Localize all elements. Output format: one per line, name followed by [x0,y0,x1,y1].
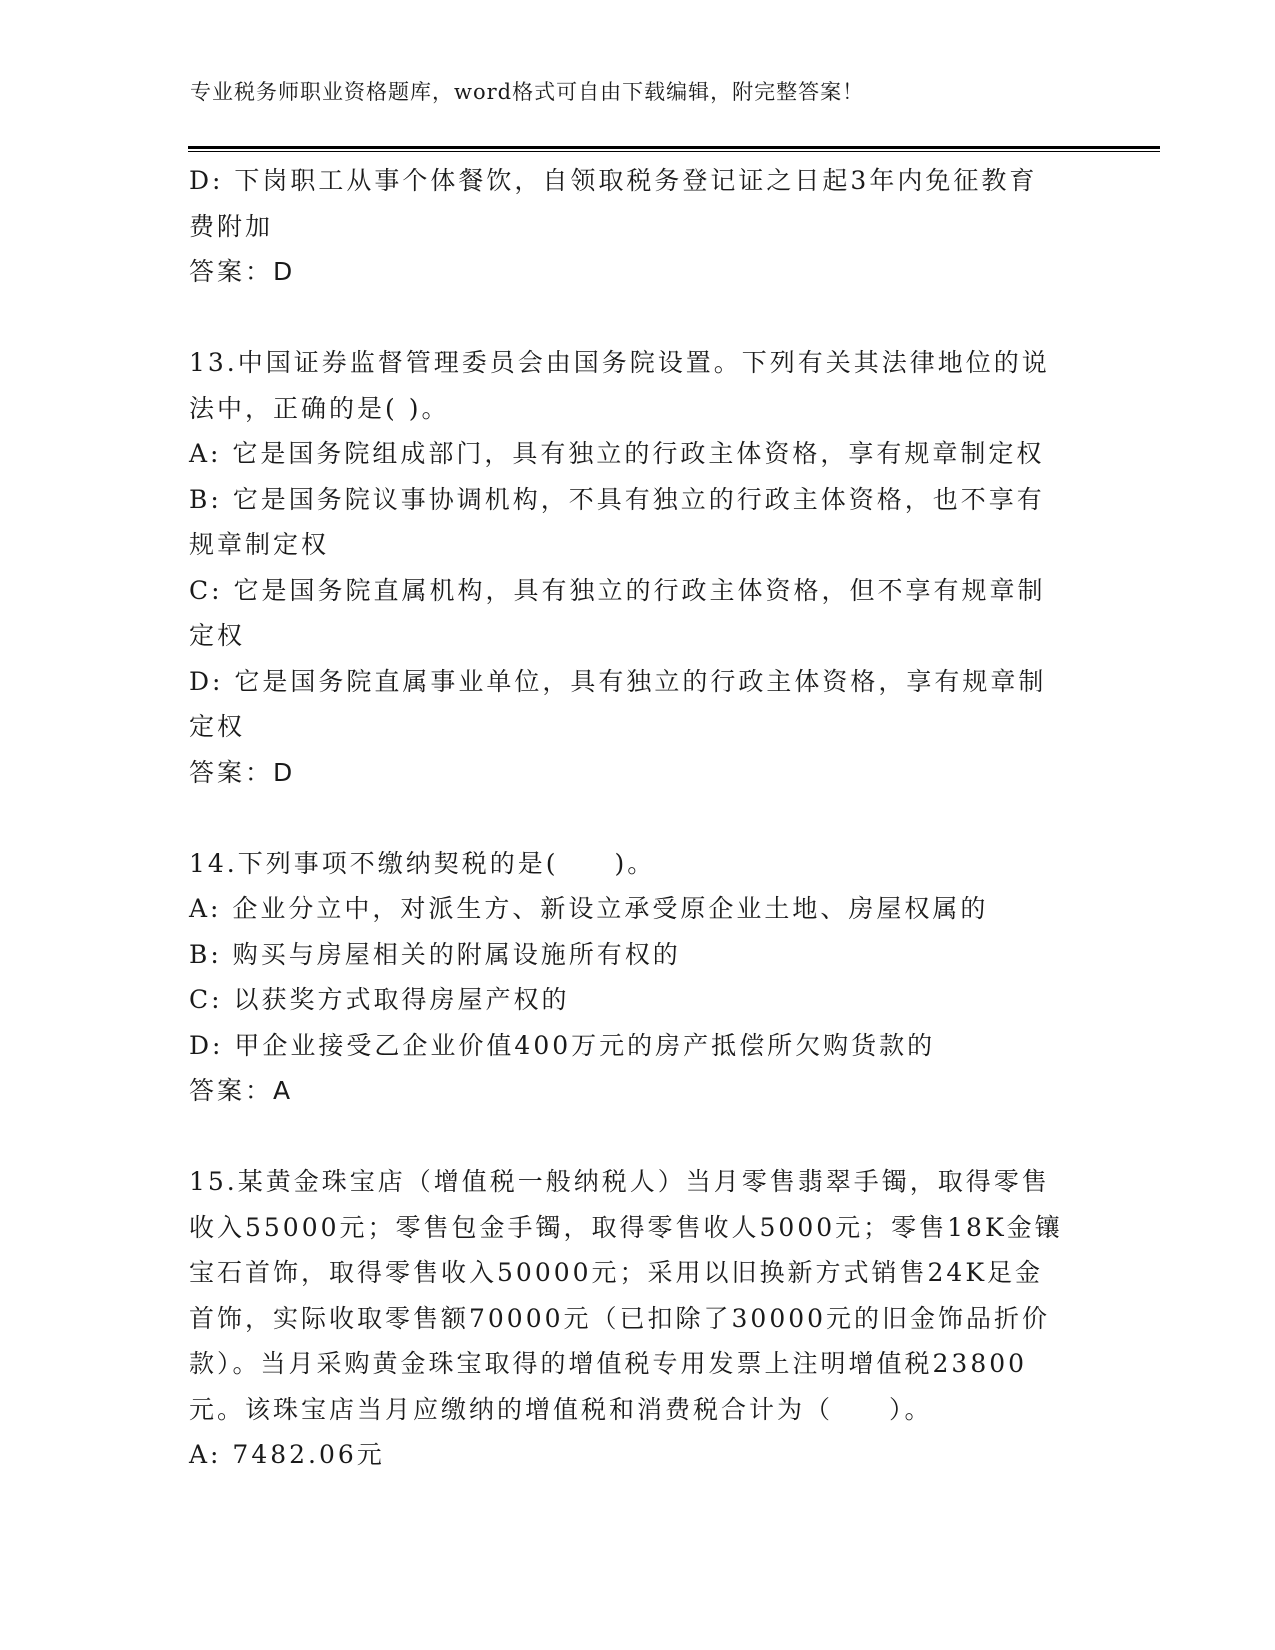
block-spacer [189,1114,1089,1160]
question-line: 元。该珠宝店当月应缴纳的增值税和消费税合计为（ ）。 [189,1394,933,1424]
block-spacer [189,795,1089,841]
page-header: 专业税务师职业资格题库，word格式可自由下载编辑，附完整答案！ [190,80,865,104]
question-line: 15.某黄金珠宝店（增值税一般纳税人）当月零售翡翠手镯，取得零售 [189,1167,1050,1196]
question-block [189,158,1089,295]
question-line: 14.下列事项不缴纳契税的是( )。 [189,848,656,878]
question-line: 收入55000元；零售包金手镯，取得零售收人5000元；零售18K金镶 [189,1212,1063,1242]
option-line: 费附加 [189,211,274,241]
question-line: 13.中国证券监督管理委员会由国务院设置。下列有关其法律地位的说 [189,348,1050,377]
option-line: B: 购买与房屋相关的附属设施所有权的 [189,939,681,969]
option-line: B: 它是国务院议事协调机构，不具有独立的行政主体资格，也不享有 [189,484,1045,514]
option-line: D: 下岗职工从事个体餐饮，自领取税务登记证之日起3年内免征教育 [189,166,1038,195]
option-line: 定权 [189,712,246,741]
document-body [189,158,1089,1478]
option-line: D: 它是国务院直属事业单位，具有独立的行政主体资格，享有规章制 [189,666,1047,696]
question-block [189,841,1089,1114]
header-rule-thick [188,146,1160,149]
option-line: C: 以获奖方式取得房屋产权的 [189,985,570,1014]
block-spacer [189,295,1089,341]
option-line: C: 它是国务院直属机构，具有独立的行政主体资格，但不享有规章制 [189,575,1046,605]
option-line: 定权 [189,621,246,650]
question-line: 首饰，实际收取零售额70000元（已扣除了30000元的旧金饰品折价 [189,1303,1051,1333]
answer-line: 答案：D [189,257,296,286]
question-line: 宝石首饰，取得零售收入50000元；采用以旧换新方式销售24K足金 [189,1258,1044,1287]
header-rule-thin [188,151,1160,152]
answer-line: 答案：A [189,1076,294,1105]
option-line: 规章制定权 [189,530,330,559]
question-block [189,340,1089,795]
question-line: 法中，正确的是( )。 [189,393,450,423]
question-line: 款）。当月采购黄金珠宝取得的增值税专用发票上注明增值税23800 [189,1349,1028,1378]
option-line: D: 甲企业接受乙企业价值400万元的房产抵偿所欠购货款的 [189,1030,936,1060]
question-block [189,1159,1089,1478]
option-line: A: 企业分立中，对派生方、新设立承受原企业土地、房屋权属的 [189,894,989,923]
option-line: A: 7482.06元 [189,1440,385,1469]
answer-line: 答案：D [189,757,296,787]
option-line: A: 它是国务院组成部门，具有独立的行政主体资格，享有规章制定权 [189,439,1045,468]
